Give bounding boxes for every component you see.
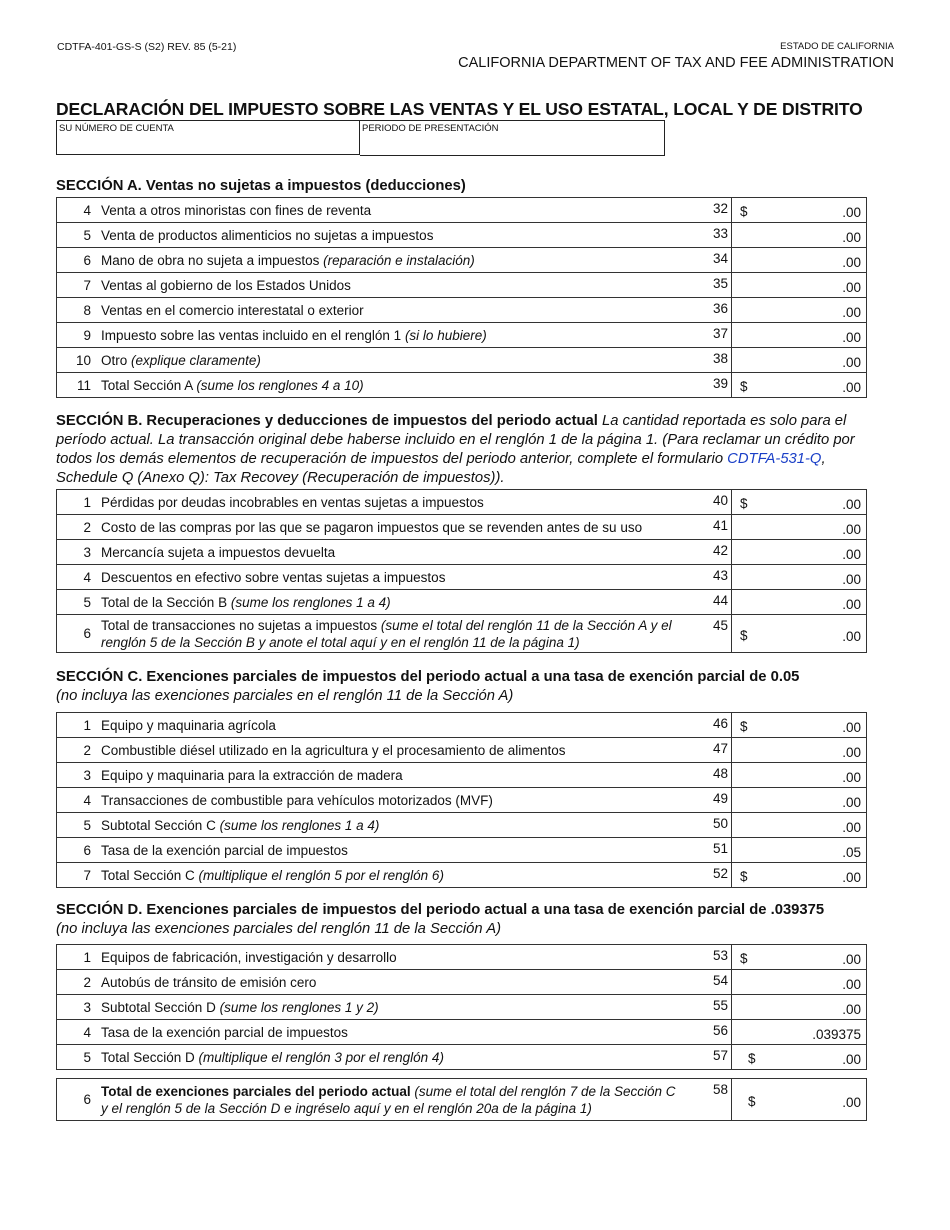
row-note: (explique claramente) [131, 352, 261, 368]
row-note: (multiplique el renglón 5 por el renglón 6) [198, 867, 444, 883]
amount-value: .00 [842, 572, 861, 587]
amount-value: .00 [842, 629, 861, 644]
row-description [101, 198, 682, 223]
section-b-row-44 [57, 590, 867, 615]
line-number: 49 [682, 788, 732, 813]
state-label: ESTADO DE CALIFORNIA [780, 41, 894, 52]
row-label-bold: Total de exenciones parciales del periodo actual [101, 1083, 411, 1099]
row-number: 6 [57, 838, 102, 863]
page-title: DECLARACIÓN DEL IMPUESTO SOBRE LAS VENTAS Y EL USO ESTATAL, LOCAL Y DE DISTRITO [56, 99, 863, 119]
section-a-heading-text: SECCIÓN A. Ventas no sujetas a impuestos (deducciones) [56, 178, 466, 194]
section-b-row-45 [57, 615, 867, 653]
dollar-sign: $ [740, 719, 748, 734]
section-b-heading-tail: , Schedule Q (Anexo Q): Tax Recovey (Recuperación de impuestos)). [56, 451, 826, 486]
account-number-label: SU NÚMERO DE CUENTA [59, 123, 174, 134]
amount-field-line-43[interactable] [732, 565, 867, 590]
row-description [101, 1079, 682, 1121]
amount-value: .00 [842, 547, 861, 562]
amount-field-line-48[interactable] [732, 763, 867, 788]
row-number: 9 [57, 323, 102, 348]
row-description [101, 615, 682, 653]
row-label: Pérdidas por deudas incobrables en ventas sujetas a impuestos [101, 494, 484, 510]
section-d-row-56 [57, 1020, 867, 1045]
amount-value: .039375 [812, 1027, 861, 1042]
amount-field-line-38[interactable] [732, 348, 867, 373]
line-number: 42 [682, 540, 732, 565]
section-c-table [56, 712, 867, 888]
section-d-row-54 [57, 970, 867, 995]
line-number: 35 [682, 273, 732, 298]
section-a-table [56, 197, 867, 398]
amount-field-line-39[interactable] [732, 373, 867, 398]
row-description [101, 863, 682, 888]
amount-value: .00 [842, 205, 861, 220]
line-number: 53 [682, 945, 732, 970]
row-label: Autobús de tránsito de emisión cero [101, 974, 317, 990]
dollar-sign: $ [740, 869, 748, 884]
amount-value: .00 [842, 1002, 861, 1017]
dollar-sign: $ [748, 1094, 756, 1109]
row-description [101, 1020, 682, 1045]
amount-field-line-44[interactable] [732, 590, 867, 615]
row-description [101, 248, 682, 273]
line-number: 45 [682, 615, 732, 653]
filing-period-field[interactable] [360, 120, 665, 156]
amount-value: .00 [842, 795, 861, 810]
row-number: 1 [57, 713, 102, 738]
amount-field-line-57[interactable] [732, 1045, 867, 1070]
line-number: 46 [682, 713, 732, 738]
line-number: 52 [682, 863, 732, 888]
line-number: 47 [682, 738, 732, 763]
row-number: 4 [57, 565, 102, 590]
row-note: (sume los renglones 1 a 4) [219, 817, 380, 833]
dollar-sign: $ [740, 951, 748, 966]
row-label: Transacciones de combustible para vehículos motorizados (MVF) [101, 792, 493, 808]
line-number: 43 [682, 565, 732, 590]
section-a-row-38 [57, 348, 867, 373]
amount-field-line-42[interactable] [732, 540, 867, 565]
dollar-sign: $ [740, 628, 748, 643]
amount-value: .00 [842, 870, 861, 885]
row-number: 1 [57, 490, 102, 515]
section-b-heading-italic: La cantidad reportada es solo para el período actual. La transacción original debe haberse incluido en el renglón 1 de la página 1. (Para reclamar un crédito por todos los demás elementos de recuperación de impuestos del periodo anterior, complete el formulario [56, 413, 855, 467]
line-number: 36 [682, 298, 732, 323]
section-b-heading [56, 412, 856, 488]
section-a-row-36 [57, 298, 867, 323]
amount-value: .00 [842, 497, 861, 512]
row-description [101, 970, 682, 995]
amount-field-line-56[interactable] [732, 1020, 867, 1045]
section-b-table [56, 489, 867, 653]
line-number: 57 [682, 1045, 732, 1070]
line-number: 39 [682, 373, 732, 398]
row-note: (multiplique el renglón 3 por el renglón 4) [198, 1049, 444, 1065]
row-label: Equipo y maquinaria agrícola [101, 717, 276, 733]
amount-field-line-53[interactable] [732, 945, 867, 970]
row-label: Tasa de la exención parcial de impuestos [101, 1024, 348, 1040]
dollar-sign: $ [740, 496, 748, 511]
row-label: Combustible diésel utilizado en la agricultura y el procesamiento de alimentos [101, 742, 566, 758]
row-description [101, 1045, 682, 1070]
amount-field-line-58[interactable] [732, 1079, 867, 1121]
row-label: Venta a otros minoristas con fines de reventa [101, 202, 372, 218]
row-description [101, 273, 682, 298]
section-c-row-52 [57, 863, 867, 888]
row-number: 3 [57, 540, 102, 565]
row-note: (sume los renglones 1 a 4) [230, 594, 391, 610]
section-b-row-43 [57, 565, 867, 590]
row-description [101, 515, 682, 540]
row-label: Total Sección C [101, 867, 199, 883]
line-number: 40 [682, 490, 732, 515]
amount-value: .00 [842, 230, 861, 245]
row-description [101, 223, 682, 248]
row-label: Total Sección A [101, 377, 197, 393]
amount-value: .00 [842, 280, 861, 295]
row-note: (sume los renglones 1 y 2) [219, 999, 379, 1015]
section-d-heading-italic: (no incluya las exenciones parciales del renglón 11 de la Sección A) [56, 921, 501, 937]
row-description [101, 763, 682, 788]
amount-field-line-32[interactable] [732, 198, 867, 223]
line-number: 58 [682, 1079, 732, 1121]
section-a-row-33 [57, 223, 867, 248]
row-label: Subtotal Sección D [101, 999, 220, 1015]
section-c-row-50 [57, 813, 867, 838]
line-number: 37 [682, 323, 732, 348]
section-b-heading-bold: SECCIÓN B. Recuperaciones y deducciones de impuestos del periodo actual [56, 413, 598, 429]
row-label: Mercancía sujeta a impuestos devuelta [101, 544, 336, 560]
row-description [101, 490, 682, 515]
row-number: 11 [57, 373, 102, 398]
section-a-row-32 [57, 198, 867, 223]
row-label: Tasa de la exención parcial de impuestos [101, 842, 348, 858]
amount-field-line-37[interactable] [732, 323, 867, 348]
form-code: CDTFA-401-GS-S (S2) REV. 85 (5-21) [57, 41, 237, 53]
row-description [101, 788, 682, 813]
row-number: 2 [57, 738, 102, 763]
row-label: Total de transacciones no sujetas a impuestos [101, 617, 381, 633]
row-label: Ventas en el comercio interestatal o exterior [101, 302, 364, 318]
filing-period-label: PERIODO DE PRESENTACIÓN [362, 123, 499, 134]
row-label: Descuentos en efectivo sobre ventas sujetas a impuestos [101, 569, 446, 585]
row-number: 10 [57, 348, 102, 373]
amount-value: .00 [842, 330, 861, 345]
amount-field-line-34[interactable] [732, 248, 867, 273]
amount-value: .00 [842, 820, 861, 835]
line-number: 32 [682, 198, 732, 223]
row-number: 8 [57, 298, 102, 323]
amount-field-line-51[interactable] [732, 838, 867, 863]
dollar-sign: $ [740, 379, 748, 394]
amount-value: .00 [842, 597, 861, 612]
row-label: Impuesto sobre las ventas incluido en el renglón 1 [101, 327, 405, 343]
row-number: 3 [57, 995, 102, 1020]
row-number: 2 [57, 515, 102, 540]
amount-field-line-33[interactable] [732, 223, 867, 248]
section-d-total-table [56, 1078, 867, 1121]
section-d-table [56, 944, 867, 1070]
department-name: CALIFORNIA DEPARTMENT OF TAX AND FEE ADMINISTRATION [458, 55, 894, 71]
section-a-row-39 [57, 373, 867, 398]
section-c-row-49 [57, 788, 867, 813]
line-number: 54 [682, 970, 732, 995]
line-number: 55 [682, 995, 732, 1020]
amount-value: .00 [842, 1095, 861, 1110]
row-number: 7 [57, 273, 102, 298]
section-a-row-37 [57, 323, 867, 348]
row-description [101, 373, 682, 398]
row-description [101, 298, 682, 323]
amount-value: .00 [842, 355, 861, 370]
section-c-heading-bold: SECCIÓN C. Exenciones parciales de impuestos del periodo actual a una tasa de exención parcial de 0.05 [56, 669, 800, 685]
row-number: 1 [57, 945, 102, 970]
row-label: Total de la Sección B [101, 594, 231, 610]
row-description [101, 738, 682, 763]
row-note: (reparación e instalación) [323, 252, 475, 268]
amount-value: .00 [842, 1052, 861, 1067]
row-description [101, 323, 682, 348]
row-label: Equipo y maquinaria para la extracción de madera [101, 767, 403, 783]
amount-field-line-45[interactable] [732, 615, 867, 653]
section-b-row-42 [57, 540, 867, 565]
row-description [101, 348, 682, 373]
row-note: (sume los renglones 4 a 10) [196, 377, 364, 393]
row-description [101, 813, 682, 838]
amount-field-line-49[interactable] [732, 788, 867, 813]
section-d-row-58 [57, 1079, 867, 1121]
row-label: Total Sección D [101, 1049, 199, 1065]
row-number: 3 [57, 763, 102, 788]
amount-value: .00 [842, 305, 861, 320]
row-description [101, 995, 682, 1020]
line-number: 48 [682, 763, 732, 788]
line-number: 34 [682, 248, 732, 273]
line-number: 41 [682, 515, 732, 540]
row-number: 5 [57, 1045, 102, 1070]
amount-value: .05 [842, 845, 861, 860]
section-d-heading-bold: SECCIÓN D. Exenciones parciales de impuestos del periodo actual a una tasa de exención parcial de .039375 [56, 902, 825, 918]
row-label: Subtotal Sección C [101, 817, 220, 833]
row-label: Otro [101, 352, 132, 368]
section-c-heading [56, 668, 856, 706]
row-number: 4 [57, 198, 102, 223]
section-d-row-53 [57, 945, 867, 970]
row-label: Ventas al gobierno de los Estados Unidos [101, 277, 351, 293]
section-c-row-51 [57, 838, 867, 863]
section-c-row-48 [57, 763, 867, 788]
line-number: 33 [682, 223, 732, 248]
amount-field-line-41[interactable] [732, 515, 867, 540]
section-b-row-40 [57, 490, 867, 515]
row-note: (sume el total del renglón 11 de la Sección A y el renglón 5 de la Sección B y anote el total aquí y en el renglón 11 de la página 1) [101, 617, 672, 650]
row-label: Venta de productos alimenticios no sujetas a impuestos [101, 227, 434, 243]
row-number: 6 [57, 248, 102, 273]
amount-value: .00 [842, 380, 861, 395]
row-number: 7 [57, 863, 102, 888]
row-description [101, 713, 682, 738]
row-number: 5 [57, 813, 102, 838]
row-label: Mano de obra no sujeta a impuestos [101, 252, 324, 268]
row-number: 4 [57, 788, 102, 813]
row-number: 6 [57, 1079, 102, 1121]
section-d-heading [56, 901, 856, 939]
section-b-row-41 [57, 515, 867, 540]
amount-field-line-46[interactable] [732, 713, 867, 738]
row-note: (si lo hubiere) [404, 327, 487, 343]
section-c-row-47 [57, 738, 867, 763]
line-number: 38 [682, 348, 732, 373]
amount-field-line-55[interactable] [732, 995, 867, 1020]
amount-value: .00 [842, 952, 861, 967]
row-number: 2 [57, 970, 102, 995]
amount-value: .00 [842, 745, 861, 760]
row-description [101, 540, 682, 565]
amount-value: .00 [842, 770, 861, 785]
section-a-row-35 [57, 273, 867, 298]
amount-field-line-54[interactable] [732, 970, 867, 995]
row-label: Equipos de fabricación, investigación y desarrollo [101, 949, 397, 965]
amount-value: .00 [842, 255, 861, 270]
section-d-row-57 [57, 1045, 867, 1070]
account-number-field[interactable] [56, 120, 360, 155]
row-description [101, 838, 682, 863]
line-number: 50 [682, 813, 732, 838]
section-c-row-46 [57, 713, 867, 738]
line-number: 51 [682, 838, 732, 863]
amount-field-line-50[interactable] [732, 813, 867, 838]
amount-value: .00 [842, 720, 861, 735]
dollar-sign: $ [740, 204, 748, 219]
cdtfa-531-q-link[interactable]: CDTFA-531-Q [727, 451, 822, 467]
row-label: Costo de las compras por las que se pagaron impuestos que se revenden antes de su uso [101, 519, 643, 535]
row-description [101, 945, 682, 970]
row-number: 5 [57, 590, 102, 615]
line-number: 44 [682, 590, 732, 615]
row-note: (sume el total del renglón 7 de la Sección C y el renglón 5 de la Sección D e ingréselo aquí y en el renglón 20a de la página 1) [101, 1083, 676, 1116]
amount-field-line-36[interactable] [732, 298, 867, 323]
amount-field-line-52[interactable] [732, 863, 867, 888]
row-number: 4 [57, 1020, 102, 1045]
section-c-heading-italic: (no incluya las exenciones parciales en el renglón 11 de la Sección A) [56, 688, 514, 704]
row-description [101, 565, 682, 590]
amount-field-line-40[interactable] [732, 490, 867, 515]
row-number: 6 [57, 615, 102, 653]
dollar-sign: $ [748, 1051, 756, 1066]
amount-value: .00 [842, 977, 861, 992]
row-number: 5 [57, 223, 102, 248]
section-a-heading [56, 177, 856, 196]
amount-value: .00 [842, 522, 861, 537]
amount-field-line-47[interactable] [732, 738, 867, 763]
row-description [101, 590, 682, 615]
line-number: 56 [682, 1020, 732, 1045]
section-d-row-55 [57, 995, 867, 1020]
section-a-row-34 [57, 248, 867, 273]
amount-field-line-35[interactable] [732, 273, 867, 298]
